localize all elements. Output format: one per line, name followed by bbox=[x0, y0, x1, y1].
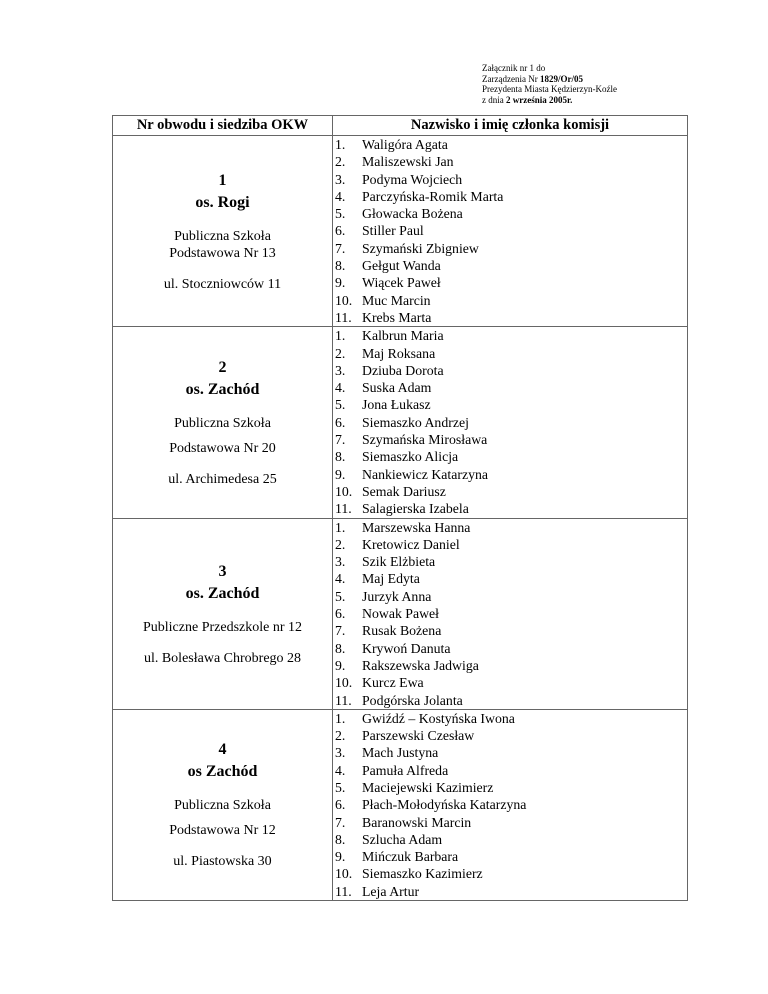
district-cell bbox=[113, 518, 333, 709]
member-number: 9. bbox=[335, 466, 346, 482]
member-number: 8. bbox=[335, 831, 346, 847]
list-item bbox=[335, 188, 687, 205]
list-item bbox=[335, 153, 687, 170]
list-item bbox=[335, 657, 687, 674]
member-name: Podyma Wojciech bbox=[362, 171, 463, 187]
district-area: os. Zachód bbox=[185, 584, 260, 602]
member-number: 9. bbox=[335, 849, 346, 865]
member-name: Maj Roksana bbox=[362, 345, 436, 361]
member-number: 10. bbox=[335, 866, 353, 882]
member-number: 2. bbox=[335, 536, 346, 552]
list-item bbox=[335, 536, 687, 553]
member-name: Mach Justyna bbox=[362, 745, 439, 761]
list-item bbox=[335, 796, 687, 813]
list-item bbox=[335, 466, 687, 483]
member-number: 6. bbox=[335, 797, 346, 813]
member-number: 1. bbox=[335, 519, 346, 535]
list-item bbox=[335, 345, 687, 362]
annex-line-2-prefix: Zarządzenia Nr bbox=[482, 73, 540, 84]
district-number: 4 bbox=[218, 741, 227, 759]
member-number: 7. bbox=[335, 240, 346, 256]
member-number: 2. bbox=[335, 728, 346, 744]
member-name: Krebs Marta bbox=[362, 309, 432, 325]
member-number: 6. bbox=[335, 414, 346, 430]
list-item bbox=[335, 136, 687, 153]
member-number: 6. bbox=[335, 606, 346, 622]
member-name: Nankiewicz Katarzyna bbox=[362, 466, 489, 482]
member-name: Wiącek Paweł bbox=[362, 275, 441, 291]
list-item bbox=[335, 327, 687, 344]
list-item bbox=[335, 848, 687, 865]
member-name: Krywoń Danuta bbox=[362, 640, 451, 656]
member-number: 10. bbox=[335, 483, 353, 499]
polling-station-street: ul. Archimedesa 25 bbox=[168, 471, 277, 487]
annex-line-3: Prezydenta Miasta Kędzierzyn-Koźle bbox=[482, 84, 617, 95]
member-name: Szik Elżbieta bbox=[362, 554, 436, 570]
member-number: 5. bbox=[335, 779, 346, 795]
polling-station-name: Publiczne Przedszkole nr 12 bbox=[142, 619, 302, 635]
table-row bbox=[113, 709, 688, 900]
member-name: Rakszewska Jadwiga bbox=[362, 657, 479, 673]
members-cell bbox=[333, 518, 688, 709]
member-number: 8. bbox=[335, 449, 346, 465]
district-cell bbox=[113, 136, 333, 327]
district-cell bbox=[113, 709, 333, 900]
member-name: Dziuba Dorota bbox=[362, 362, 444, 378]
list-item bbox=[335, 779, 687, 796]
list-item bbox=[335, 865, 687, 882]
member-number: 11. bbox=[335, 692, 352, 708]
member-list bbox=[333, 710, 687, 900]
list-item bbox=[335, 414, 687, 431]
list-item bbox=[335, 883, 687, 900]
member-name: Kalbrun Maria bbox=[362, 328, 444, 344]
ordinance-date: 2 września 2005r. bbox=[506, 94, 573, 105]
member-number: 11. bbox=[335, 309, 352, 325]
member-number: 10. bbox=[335, 292, 353, 308]
polling-station-street: ul. Stoczniowców 11 bbox=[163, 276, 282, 292]
district-number: 1 bbox=[218, 171, 227, 189]
list-item bbox=[335, 483, 687, 500]
polling-station-name: Publiczna Szkoła bbox=[174, 228, 271, 244]
list-item bbox=[335, 727, 687, 744]
member-number: 1. bbox=[335, 328, 346, 344]
member-name: Parczyńska-Romik Marta bbox=[362, 188, 504, 204]
member-number: 7. bbox=[335, 432, 346, 448]
district-number: 3 bbox=[218, 562, 227, 580]
member-name: Szymański Zbigniew bbox=[362, 240, 479, 256]
list-item bbox=[335, 171, 687, 188]
district-area: os. Rogi bbox=[195, 193, 250, 211]
annex-line-4-prefix: z dnia bbox=[482, 94, 506, 105]
district-area: os Zachód bbox=[187, 763, 258, 781]
table-header-row bbox=[113, 116, 688, 136]
annex-line-1: Załącznik nr 1 do bbox=[482, 63, 546, 73]
member-name: Maliszewski Jan bbox=[362, 154, 454, 170]
member-name: Leja Artur bbox=[362, 883, 420, 899]
list-item bbox=[335, 831, 687, 848]
list-item bbox=[335, 553, 687, 570]
list-item bbox=[335, 309, 687, 326]
list-item bbox=[335, 222, 687, 239]
member-number: 11. bbox=[335, 883, 352, 899]
member-number: 8. bbox=[335, 640, 346, 656]
list-item bbox=[335, 396, 687, 413]
header-district: Nr obwodu i siedziba OKW bbox=[113, 116, 333, 136]
list-item bbox=[335, 622, 687, 639]
list-item bbox=[335, 240, 687, 257]
member-number: 9. bbox=[335, 657, 346, 673]
member-name: Semak Dariusz bbox=[362, 483, 446, 499]
member-number: 5. bbox=[335, 206, 346, 222]
member-number: 4. bbox=[335, 762, 346, 778]
member-name: Płach-Mołodyńska Katarzyna bbox=[362, 797, 527, 813]
ordinance-number: 1829/Or/05 bbox=[539, 73, 583, 84]
member-name: Siemaszko Kazimierz bbox=[362, 866, 483, 882]
member-name: Podgórska Jolanta bbox=[362, 692, 463, 708]
list-item bbox=[335, 588, 687, 605]
member-name: Rusak Bożena bbox=[362, 623, 442, 639]
member-name: Baranowski Marcin bbox=[362, 814, 472, 830]
member-name: Kurcz Ewa bbox=[362, 675, 424, 691]
district-cell bbox=[113, 327, 333, 518]
table-row bbox=[113, 518, 688, 709]
member-list bbox=[333, 327, 687, 517]
member-number: 11. bbox=[335, 501, 352, 517]
member-number: 2. bbox=[335, 154, 346, 170]
member-name: Siemaszko Alicja bbox=[362, 449, 459, 465]
member-number: 3. bbox=[335, 554, 346, 570]
polling-station-name: Publiczna Szkoła bbox=[174, 798, 271, 814]
polling-station-name: Publiczna Szkoła bbox=[174, 415, 271, 431]
list-item bbox=[335, 692, 687, 709]
list-item bbox=[335, 640, 687, 657]
table-row bbox=[113, 327, 688, 518]
list-item bbox=[335, 744, 687, 761]
members-cell bbox=[333, 136, 688, 327]
member-name: Jona Łukasz bbox=[362, 397, 431, 413]
member-number: 2. bbox=[335, 345, 346, 361]
list-item bbox=[335, 292, 687, 309]
list-item bbox=[335, 570, 687, 587]
member-number: 1. bbox=[335, 710, 346, 726]
member-name: Salagierska Izabela bbox=[362, 501, 469, 517]
member-name: Suska Adam bbox=[362, 380, 432, 396]
member-number: 9. bbox=[335, 275, 346, 291]
member-number: 8. bbox=[335, 258, 346, 274]
table-body bbox=[113, 136, 688, 901]
list-item bbox=[335, 674, 687, 691]
members-cell bbox=[333, 709, 688, 900]
member-name: Głowacka Bożena bbox=[362, 206, 463, 222]
member-name: Gwiźdź – Kostyńska Iwona bbox=[362, 710, 515, 726]
polling-station-street: ul. Piastowska 30 bbox=[173, 854, 272, 870]
header-members: Nazwisko i imię członka komisji bbox=[333, 116, 688, 136]
member-number: 7. bbox=[335, 623, 346, 639]
district-area: os. Zachód bbox=[185, 380, 260, 398]
list-item bbox=[335, 274, 687, 291]
member-number: 4. bbox=[335, 571, 346, 587]
list-item bbox=[335, 205, 687, 222]
list-item bbox=[335, 500, 687, 517]
district-number: 2 bbox=[218, 358, 227, 376]
member-number: 4. bbox=[335, 380, 346, 396]
member-name: Parszewski Czesław bbox=[362, 728, 475, 744]
member-number: 5. bbox=[335, 588, 346, 604]
polling-station-name: Podstawowa Nr 12 bbox=[169, 823, 276, 839]
list-item bbox=[335, 762, 687, 779]
member-name: Waligóra Agata bbox=[362, 137, 448, 152]
member-number: 4. bbox=[335, 188, 346, 204]
member-number: 3. bbox=[335, 362, 346, 378]
member-name: Pamuła Alfreda bbox=[362, 762, 449, 778]
member-name: Siemaszko Andrzej bbox=[362, 414, 469, 430]
member-name: Marszewska Hanna bbox=[362, 519, 471, 535]
list-item bbox=[335, 519, 687, 536]
member-name: Muc Marcin bbox=[362, 292, 431, 308]
polling-station-name: Podstawowa Nr 20 bbox=[169, 440, 276, 456]
list-item bbox=[335, 605, 687, 622]
list-item bbox=[335, 431, 687, 448]
member-name: Jurzyk Anna bbox=[362, 588, 432, 604]
list-item bbox=[335, 362, 687, 379]
member-name: Szymańska Mirosława bbox=[362, 432, 488, 448]
list-item bbox=[335, 814, 687, 831]
member-name: Maj Edyta bbox=[362, 571, 420, 587]
member-list bbox=[333, 519, 687, 709]
list-item bbox=[335, 710, 687, 727]
table-row bbox=[113, 136, 688, 327]
member-number: 1. bbox=[335, 137, 346, 152]
member-name: Szlucha Adam bbox=[362, 831, 443, 847]
member-name: Nowak Paweł bbox=[362, 606, 440, 622]
list-item bbox=[335, 448, 687, 465]
member-number: 10. bbox=[335, 675, 353, 691]
polling-station-street: ul. Bolesława Chrobrego 28 bbox=[143, 650, 302, 666]
member-list bbox=[333, 136, 687, 326]
member-number: 3. bbox=[335, 745, 346, 761]
member-number: 3. bbox=[335, 171, 346, 187]
member-name: Stiller Paul bbox=[362, 223, 424, 239]
member-name: Maciejewski Kazimierz bbox=[362, 779, 494, 795]
annex-line-2 bbox=[482, 74, 617, 85]
commission-table bbox=[112, 115, 688, 901]
annex-line-4 bbox=[482, 95, 617, 106]
members-cell bbox=[333, 327, 688, 518]
list-item bbox=[335, 379, 687, 396]
annex-note bbox=[482, 63, 617, 105]
member-number: 5. bbox=[335, 397, 346, 413]
list-item bbox=[335, 257, 687, 274]
member-number: 6. bbox=[335, 223, 346, 239]
member-name: Kretowicz Daniel bbox=[362, 536, 460, 552]
polling-station-name: Podstawowa Nr 13 bbox=[169, 245, 276, 261]
member-number: 7. bbox=[335, 814, 346, 830]
member-name: Gełgut Wanda bbox=[362, 258, 441, 274]
member-name: Mińczuk Barbara bbox=[362, 849, 459, 865]
